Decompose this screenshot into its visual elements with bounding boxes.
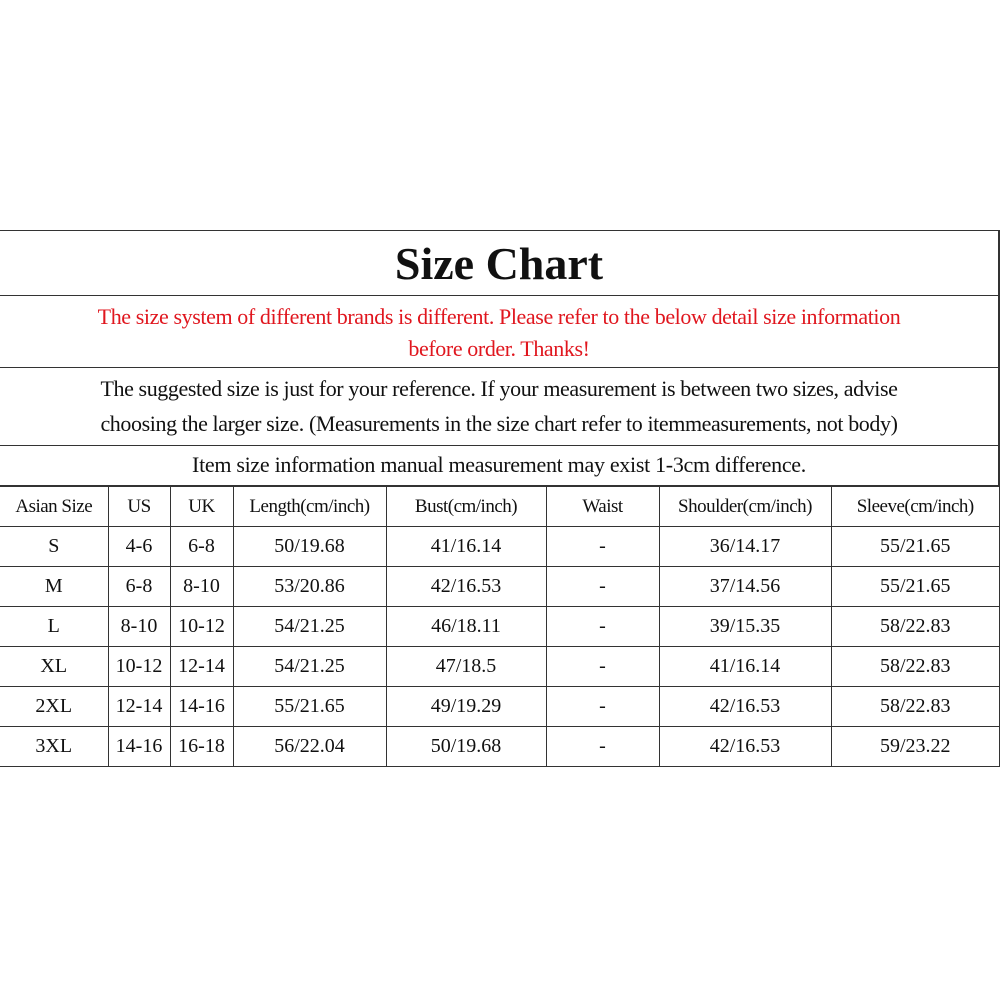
cell-bust: 49/19.29 bbox=[386, 687, 546, 727]
cell-length: 50/19.68 bbox=[233, 527, 386, 567]
header-shoulder: Shoulder(cm/inch) bbox=[659, 487, 831, 527]
header-us: US bbox=[108, 487, 170, 527]
cell-us: 6-8 bbox=[108, 567, 170, 607]
cell-sleeve: 58/22.83 bbox=[831, 687, 1000, 727]
cell-uk: 12-14 bbox=[170, 647, 233, 687]
cell-length: 53/20.86 bbox=[233, 567, 386, 607]
cell-length: 54/21.25 bbox=[233, 607, 386, 647]
table-row bbox=[0, 727, 1000, 767]
cell-asian-size: S bbox=[0, 527, 108, 567]
size-chart bbox=[0, 230, 1000, 767]
cell-waist: - bbox=[546, 567, 659, 607]
cell-sleeve: 55/21.65 bbox=[831, 527, 1000, 567]
cell-shoulder: 39/15.35 bbox=[659, 607, 831, 647]
table-row bbox=[0, 527, 1000, 567]
cell-us: 12-14 bbox=[108, 687, 170, 727]
cell-waist: - bbox=[546, 527, 659, 567]
size-table-header-row bbox=[0, 487, 1000, 527]
cell-shoulder: 36/14.17 bbox=[659, 527, 831, 567]
cell-asian-size: XL bbox=[0, 647, 108, 687]
cell-shoulder: 37/14.56 bbox=[659, 567, 831, 607]
cell-asian-size: M bbox=[0, 567, 108, 607]
brand-size-notice-line-2: before order. Thanks! bbox=[408, 336, 590, 361]
cell-asian-size: L bbox=[0, 607, 108, 647]
cell-bust: 47/18.5 bbox=[386, 647, 546, 687]
cell-waist: - bbox=[546, 727, 659, 767]
cell-asian-size: 3XL bbox=[0, 727, 108, 767]
cell-us: 8-10 bbox=[108, 607, 170, 647]
measurement-difference-note: Item size information manual measurement may exist 1-3cm difference. bbox=[0, 446, 1000, 486]
cell-length: 54/21.25 bbox=[233, 647, 386, 687]
header-uk: UK bbox=[170, 487, 233, 527]
cell-bust: 42/16.53 bbox=[386, 567, 546, 607]
size-suggestion-line-1: The suggested size is just for your reference. If your measurement is between two sizes, advise bbox=[100, 376, 898, 401]
table-row bbox=[0, 647, 1000, 687]
cell-waist: - bbox=[546, 607, 659, 647]
cell-shoulder: 42/16.53 bbox=[659, 727, 831, 767]
cell-asian-size: 2XL bbox=[0, 687, 108, 727]
brand-size-notice-line-1: The size system of different brands is different. Please refer to the below detail size information bbox=[97, 304, 901, 329]
cell-sleeve: 58/22.83 bbox=[831, 607, 1000, 647]
cell-uk: 14-16 bbox=[170, 687, 233, 727]
header-bust: Bust(cm/inch) bbox=[386, 487, 546, 527]
header-asian-size: Asian Size bbox=[0, 487, 108, 527]
brand-size-notice bbox=[0, 296, 1000, 368]
cell-bust: 50/19.68 bbox=[386, 727, 546, 767]
cell-shoulder: 42/16.53 bbox=[659, 687, 831, 727]
cell-sleeve: 55/21.65 bbox=[831, 567, 1000, 607]
cell-bust: 46/18.11 bbox=[386, 607, 546, 647]
size-suggestion bbox=[0, 368, 1000, 446]
cell-waist: - bbox=[546, 647, 659, 687]
cell-waist: - bbox=[546, 687, 659, 727]
cell-uk: 8-10 bbox=[170, 567, 233, 607]
cell-us: 14-16 bbox=[108, 727, 170, 767]
cell-length: 56/22.04 bbox=[233, 727, 386, 767]
cell-uk: 16-18 bbox=[170, 727, 233, 767]
cell-uk: 10-12 bbox=[170, 607, 233, 647]
header-sleeve: Sleeve(cm/inch) bbox=[831, 487, 1000, 527]
chart-title: Size Chart bbox=[0, 230, 1000, 296]
cell-uk: 6-8 bbox=[170, 527, 233, 567]
size-table bbox=[0, 486, 1000, 767]
cell-shoulder: 41/16.14 bbox=[659, 647, 831, 687]
cell-bust: 41/16.14 bbox=[386, 527, 546, 567]
cell-us: 4-6 bbox=[108, 527, 170, 567]
cell-sleeve: 58/22.83 bbox=[831, 647, 1000, 687]
cell-us: 10-12 bbox=[108, 647, 170, 687]
table-row bbox=[0, 607, 1000, 647]
header-waist: Waist bbox=[546, 487, 659, 527]
header-length: Length(cm/inch) bbox=[233, 487, 386, 527]
cell-sleeve: 59/23.22 bbox=[831, 727, 1000, 767]
table-row bbox=[0, 567, 1000, 607]
table-row bbox=[0, 687, 1000, 727]
size-suggestion-line-2: choosing the larger size. (Measurements in the size chart refer to itemmeasurements, not body) bbox=[100, 411, 898, 436]
cell-length: 55/21.65 bbox=[233, 687, 386, 727]
